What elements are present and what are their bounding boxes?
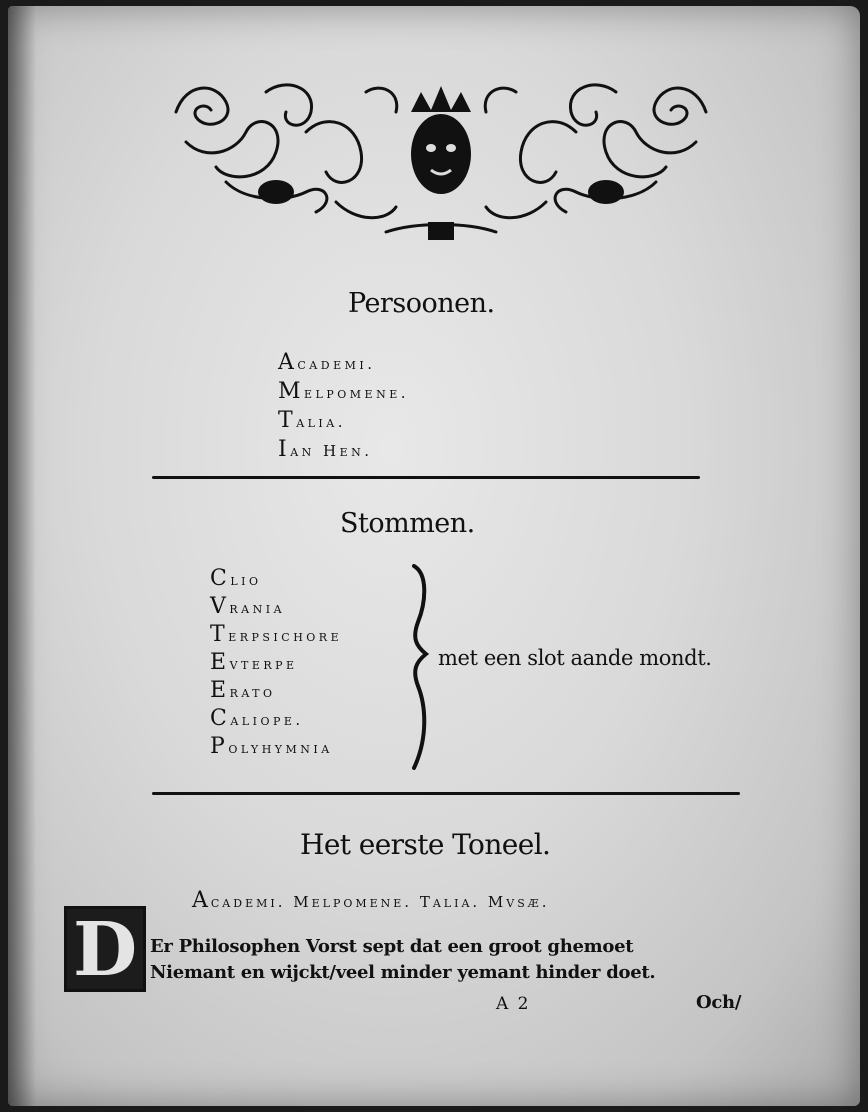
mute-name: Erato xyxy=(210,678,276,703)
mute-name: Evterpe xyxy=(210,650,298,675)
person-name: Ian Hen. xyxy=(278,437,373,462)
persons-heading: Persoonen. xyxy=(348,288,495,319)
book-page xyxy=(8,6,860,1106)
mutes-note: met een slot aande mondt. xyxy=(438,646,712,670)
catchword: Och/ xyxy=(696,992,742,1013)
person-name: Melpomene. xyxy=(278,379,410,404)
section-divider xyxy=(152,476,700,479)
mute-name: Terpsichore xyxy=(210,622,343,647)
person-name: Academi. xyxy=(278,350,376,375)
mutes-heading: Stommen. xyxy=(340,508,475,539)
mute-name: Clio xyxy=(210,566,262,591)
page-gutter-shadow xyxy=(8,6,36,1106)
verse-line: Er Philosophen Vorst sept dat een groot ghemoet xyxy=(150,936,634,957)
scene-heading: Het eerste Toneel. xyxy=(300,828,551,861)
verse-line: Niemant en wijckt/veel minder yemant hinder doet. xyxy=(150,962,656,983)
person-name: Talia. xyxy=(278,408,346,433)
mute-name: Polyhymnia xyxy=(210,734,333,759)
page-signature: A 2 xyxy=(496,994,531,1014)
mute-name: Vrania xyxy=(210,594,286,619)
section-divider xyxy=(152,792,740,795)
mute-name: Caliope. xyxy=(210,706,304,731)
decorated-initial: D xyxy=(64,906,146,992)
curly-brace xyxy=(406,562,436,774)
scene-cast: Academi. Melpomene. Talia. Mvsæ. xyxy=(192,888,550,913)
headpiece-ornament xyxy=(166,72,716,244)
